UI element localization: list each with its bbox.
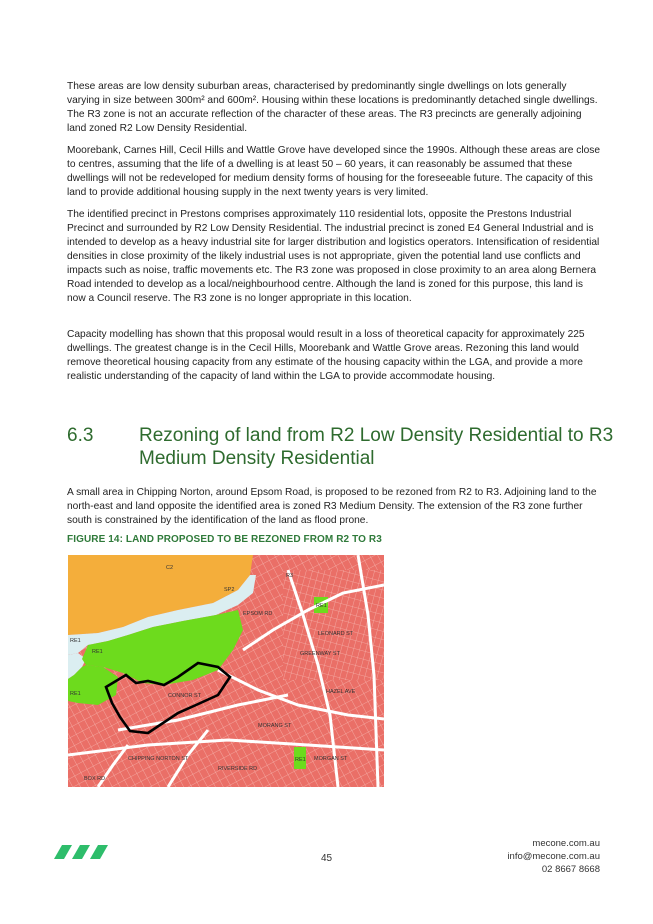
- map-street-3: GREENWAY ST: [300, 651, 340, 657]
- section-number: 6.3: [67, 425, 94, 446]
- map-street-6: RIVERSIDE RD: [218, 766, 258, 772]
- paragraph-capacity: Capacity modelling has shown that this proposal would result in a loss of theoretical capacity for approximately 225 dwellings. The greatest change is in the Cecil Hills, Moorebank and Wattle Grove areas. Rezoning this land would remove theoretical housing capacity from any estimate of the housing capacity within the LGA, and provide a more realistic understanding of the capacity of land within the LGA to provide accommodate housing.: [67, 329, 585, 382]
- phone-number: 02 8667 8668: [541, 864, 600, 875]
- page-number: 45: [320, 853, 333, 864]
- figure-caption: FIGURE 14: LAND PROPOSED TO BE REZONED FROM R2 TO R3: [67, 534, 382, 545]
- email-link[interactable]: info@mecone.com.au: [507, 851, 600, 862]
- website-link[interactable]: mecone.com.au: [532, 838, 600, 849]
- map-label-epsom: EPSOM RD: [243, 611, 273, 617]
- map-label-re1-b: RE1: [92, 649, 103, 655]
- map-label-sp2: SP2: [224, 587, 235, 593]
- section-heading: [67, 424, 627, 470]
- map-label-re1-e: RE1: [295, 757, 306, 763]
- map-label-r3: R3: [286, 573, 294, 579]
- map-label-c2: C2: [166, 565, 174, 571]
- zoning-map: [68, 555, 384, 787]
- map-street-2: LEONARD ST: [318, 631, 354, 637]
- section-title: Rezoning of land from R2 Low Density Residential to R3 Medium Density Residential: [139, 425, 614, 469]
- map-label-re1-c: RE1: [70, 691, 81, 697]
- map-street-4: HAZEL AVE: [326, 689, 356, 695]
- map-label-re1-d: RE1: [316, 603, 327, 609]
- paragraph-chipping-norton: A small area in Chipping Norton, around Epsom Road, is proposed to be rezoned from R2 to R3. Adjoining land to the north-east and land opposite the identified area is zoned R3 Medium Density. The extension of the R3 zone further south is constrained by the identification of the land as flood prone.: [67, 487, 597, 526]
- map-label-re1-a: RE1: [70, 638, 81, 644]
- map-street-8: CONNOR ST: [168, 693, 201, 699]
- map-street-5: MORANG ST: [258, 723, 292, 729]
- map-street-7: MORGAN ST: [314, 756, 348, 762]
- map-street-1: CHIPPING NORTON ST: [128, 756, 189, 762]
- contact-block: [507, 837, 600, 876]
- paragraph-moorebank: Moorebank, Carnes Hill, Cecil Hills and Wattle Grove have developed since the 1990s. Although these areas are close to centres, assuming that the life of a dwelling is at least 50 – 60 years, it can reasonably be assumed that these dwellings will not be redeveloped for medium density forms of housing for the foreseeable future. The capacity of this land to provide additional housing supply in the next twenty years is very limited.: [67, 145, 601, 198]
- paragraph-prestons: The identified precinct in Prestons comprises approximately 110 residential lots, opposite the Prestons Industrial Precinct and surrounded by R2 Low Density Residential. The industrial precinct is zoned E4 General Industrial and is intended to develop as a heavy industrial site for larger distribution and logistics operators. Intensification of residential densities in close proximity of the likely industrial uses is not appropriate, given the potential land use conflicts and impacts such as noise, traffic movements etc. The R3 zone was proposed in close proximity to an area along Bernera Road intended to develop as a local/neighbourhood centre. Although the land is zoned for this purpose, this land is now a Council reserve. The R3 zone is no longer appropriate in this location.: [67, 209, 600, 304]
- map-street-9: BOX RD: [84, 776, 106, 782]
- paragraph-low-density: These areas are low density suburban areas, characterised by predominantly single dwellings on lots generally varying in size between 300m² and 600m². Housing within these locations is predominantly detached single dwellings. The R3 zone is not an accurate reflection of the character of these areas. The R3 precincts are generally adjoining land zoned R2 Low Density Residential.: [67, 81, 598, 134]
